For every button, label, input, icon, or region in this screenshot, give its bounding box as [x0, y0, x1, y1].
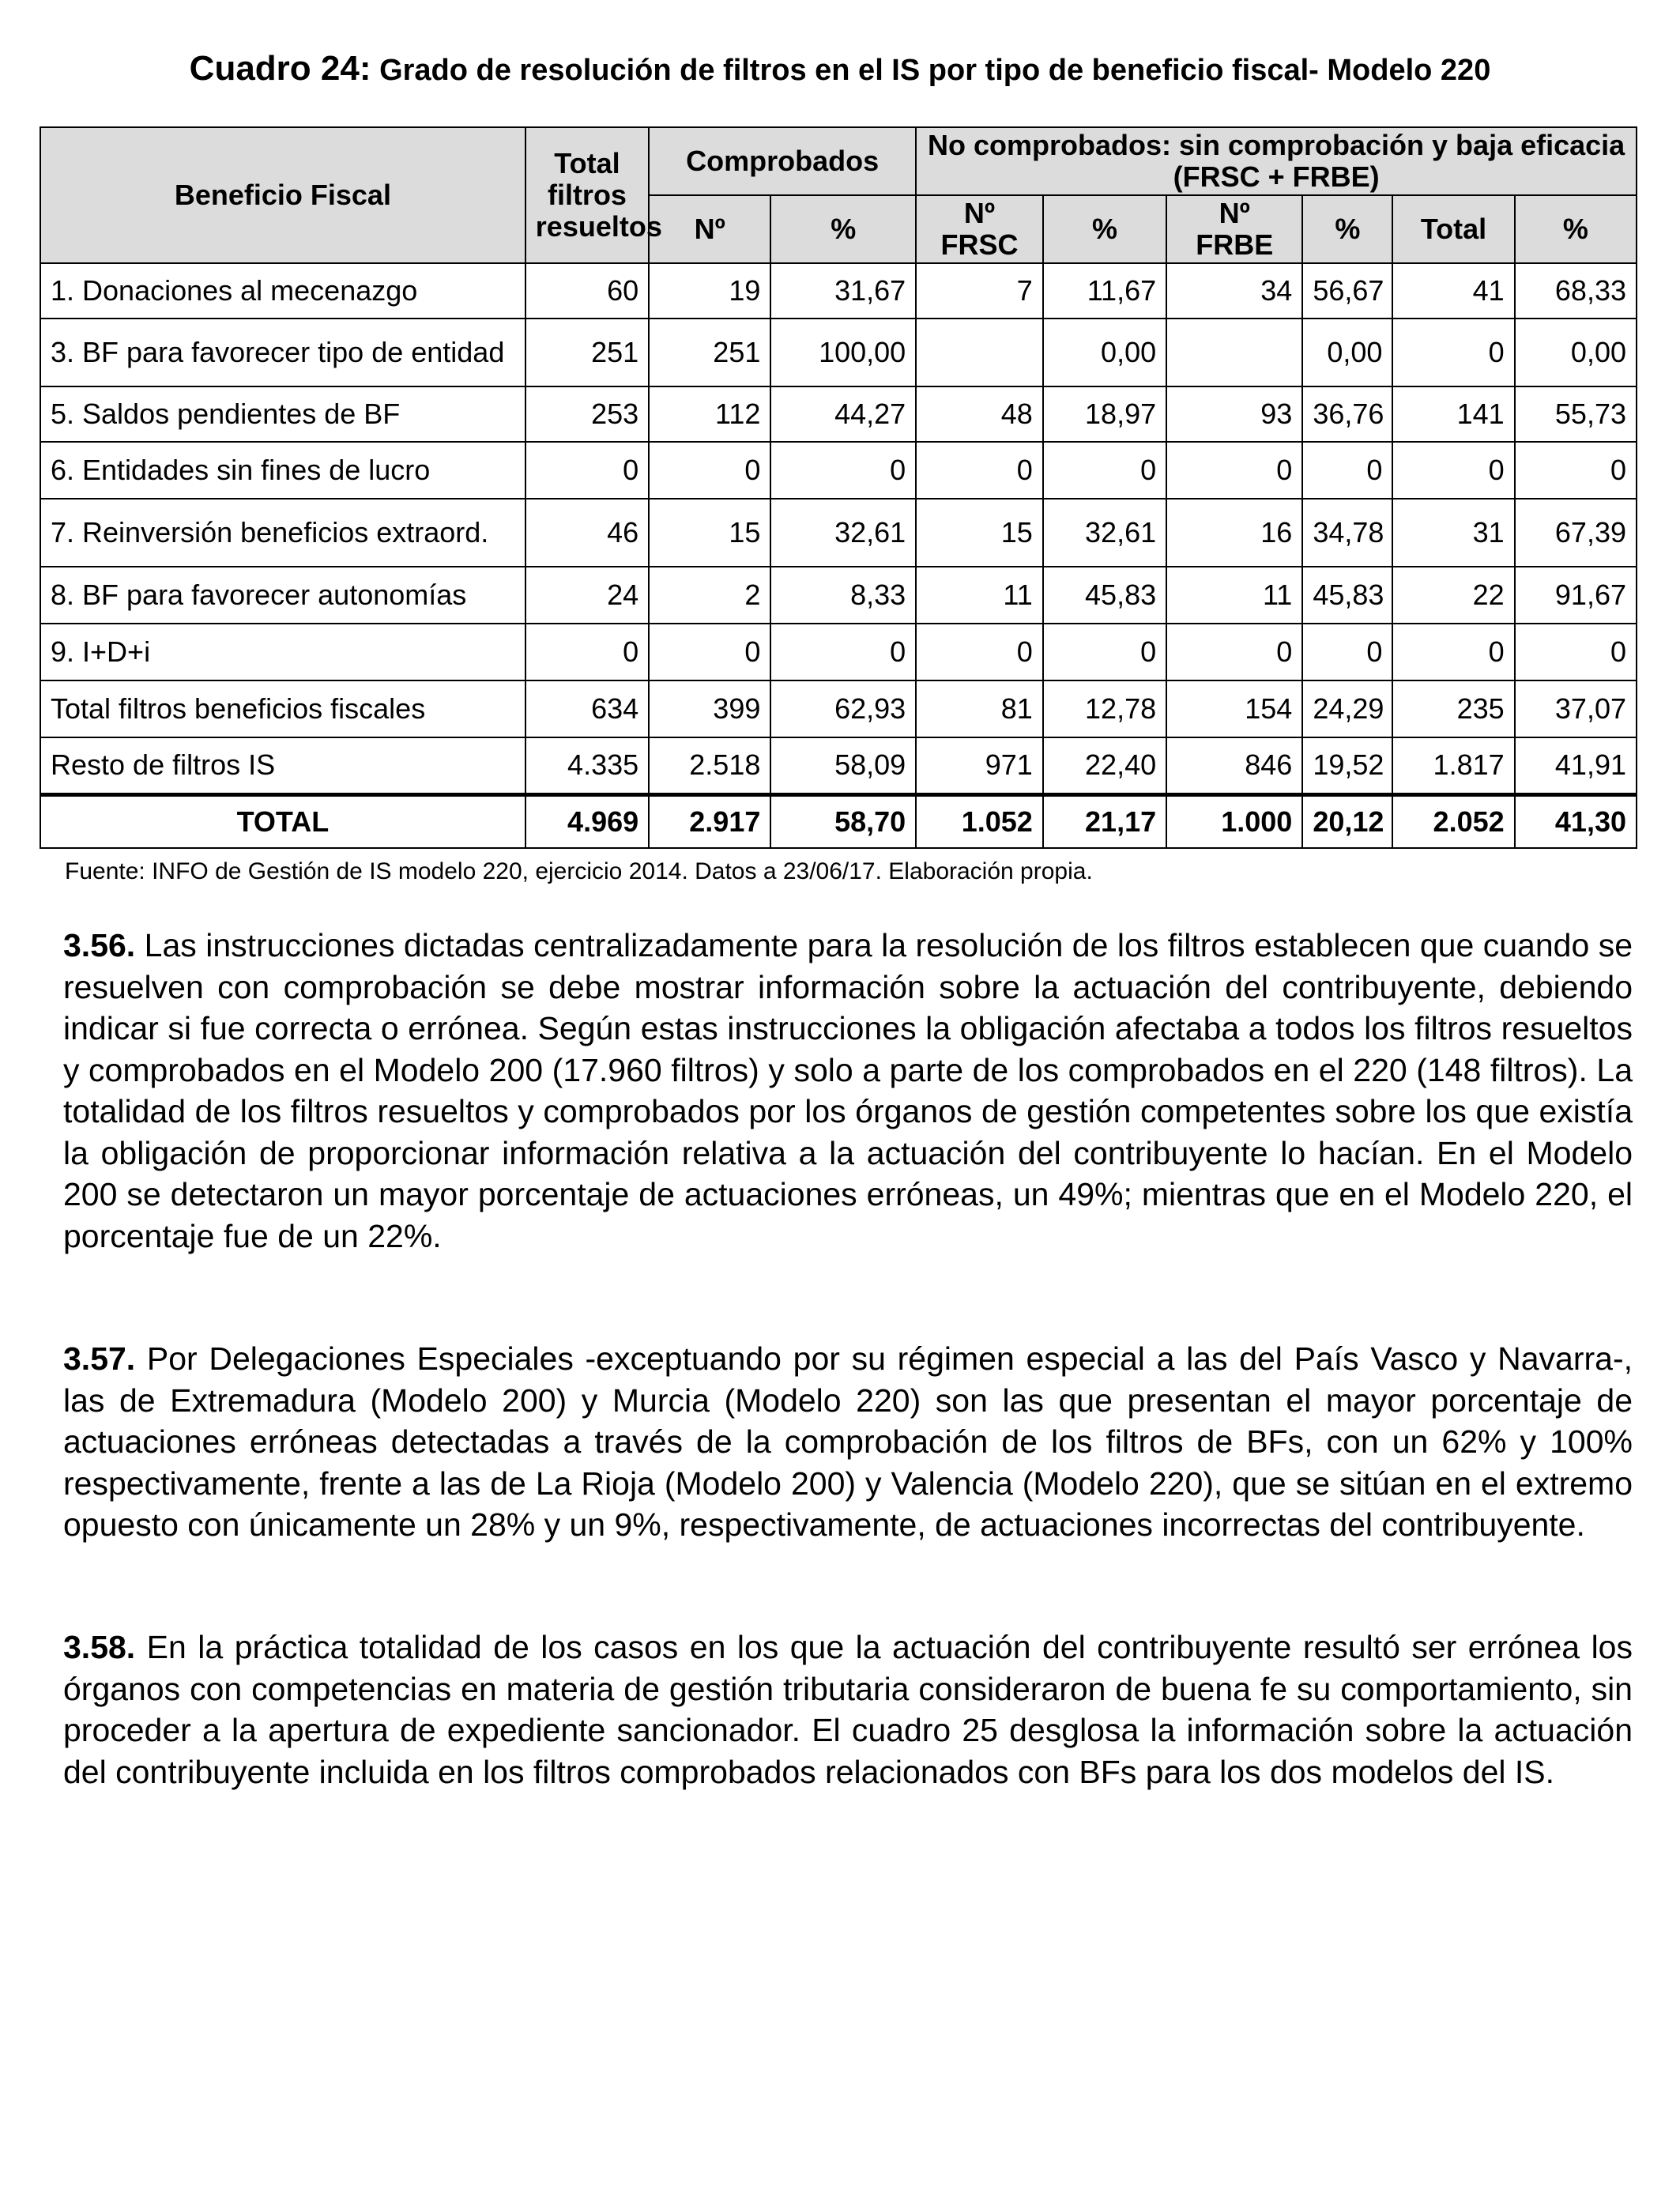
table-cell: 0: [1302, 442, 1392, 499]
row-label: 1. Donaciones al mecenazgo: [40, 263, 525, 319]
table-cell: 81: [916, 680, 1043, 737]
table-cell: 58,09: [770, 737, 916, 794]
table-cell: 100,00: [770, 319, 916, 386]
table-row: [40, 624, 1637, 680]
table-cell: 67,39: [1515, 499, 1637, 567]
header-n-frsc: Nº FRSC: [916, 195, 1043, 263]
table-cell: 1.817: [1392, 737, 1514, 794]
table-cell: 46: [525, 499, 649, 567]
table-cell: 31,67: [770, 263, 916, 319]
caption-number: Cuadro 24:: [189, 49, 371, 88]
table-cell: 19: [649, 263, 770, 319]
table-cell: 2.518: [649, 737, 770, 794]
table-cell: 44,27: [770, 386, 916, 442]
table-cell: 48: [916, 386, 1043, 442]
header-pct: %: [1043, 195, 1166, 263]
table-cell: 0: [649, 624, 770, 680]
table-cell: 0,00: [1515, 319, 1637, 386]
table-cell: 58,70: [770, 794, 916, 848]
table-cell: 45,83: [1302, 567, 1392, 624]
table-cell: 0: [1515, 442, 1637, 499]
table-row: [40, 567, 1637, 624]
table-cell: 2.917: [649, 794, 770, 848]
table-source: Fuente: INFO de Gestión de IS modelo 220, ejercicio 2014. Datos a 23/06/17. Elaboración propia.: [65, 858, 1093, 884]
table-row: [40, 442, 1637, 499]
table-caption: [0, 49, 1680, 89]
table-cell: 1.052: [916, 794, 1043, 848]
table-row: [40, 386, 1637, 442]
table-cell: 41: [1392, 263, 1514, 319]
row-label: 6. Entidades sin fines de lucro: [40, 442, 525, 499]
table-cell: 235: [1392, 680, 1514, 737]
header-pct: %: [770, 195, 916, 263]
table-cell: 251: [525, 319, 649, 386]
table-cell: 24,29: [1302, 680, 1392, 737]
table-cell: 93: [1166, 386, 1302, 442]
header-comprobados: Comprobados: [649, 127, 916, 195]
table-cell: 56,67: [1302, 263, 1392, 319]
table-cell: 37,07: [1515, 680, 1637, 737]
header-pct: %: [1515, 195, 1637, 263]
table-cell: 971: [916, 737, 1043, 794]
table-cell: 19,52: [1302, 737, 1392, 794]
header-n-frbe: Nº FRBE: [1166, 195, 1302, 263]
table-cell: 16: [1166, 499, 1302, 567]
table-cell: 1.000: [1166, 794, 1302, 848]
row-label: Resto de filtros IS: [40, 737, 525, 794]
table-cell: 0: [916, 624, 1043, 680]
header-pct: %: [1302, 195, 1392, 263]
table-cell: 55,73: [1515, 386, 1637, 442]
table-cell: 12,78: [1043, 680, 1166, 737]
table-cell: 399: [649, 680, 770, 737]
table-cell: 20,12: [1302, 794, 1392, 848]
table-cell: 2: [649, 567, 770, 624]
table-cell: 41,91: [1515, 737, 1637, 794]
paragraph-number: 3.58.: [63, 1629, 136, 1665]
table-row: [40, 319, 1637, 386]
header-no-comprobados: No comprobados: sin comprobación y baja eficacia (FRSC + FRBE): [916, 127, 1637, 195]
row-label: 3. BF para favorecer tipo de entidad: [40, 319, 525, 386]
paragraph: [63, 1627, 1633, 1793]
table-cell: 24: [525, 567, 649, 624]
table-cell: [1166, 319, 1302, 386]
table-cell: 32,61: [1043, 499, 1166, 567]
table-cell: 0,00: [1043, 319, 1166, 386]
table-cell: 0: [649, 442, 770, 499]
table-row: [40, 737, 1637, 794]
row-label: Total filtros beneficios fiscales: [40, 680, 525, 737]
row-label: 7. Reinversión beneficios extraord.: [40, 499, 525, 567]
table-cell: 0: [916, 442, 1043, 499]
table-cell: 634: [525, 680, 649, 737]
table-cell: 154: [1166, 680, 1302, 737]
table-cell: 4.969: [525, 794, 649, 848]
table-cell: 0: [1043, 442, 1166, 499]
row-label: 5. Saldos pendientes de BF: [40, 386, 525, 442]
table-cell: 0: [525, 442, 649, 499]
row-label: 9. I+D+i: [40, 624, 525, 680]
table-cell: 112: [649, 386, 770, 442]
table-cell: 91,67: [1515, 567, 1637, 624]
table-cell: 15: [649, 499, 770, 567]
paragraph-number: 3.56.: [63, 927, 136, 963]
table-cell: 0: [1392, 319, 1514, 386]
paragraph: [63, 925, 1633, 1257]
table-cell: 22: [1392, 567, 1514, 624]
paragraph-text: Por Delegaciones Especiales -exceptuando por su régimen especial a las del País Vasco y Navarra-, las de Extremadura (Modelo 200) y Murcia (Modelo 220) son las que presentan el mayor porcentaje de actuaciones erróneas detectadas a través de la comprobación de los filtros de BFs, con un 62% y 100% respectivamente, frente a las de La Rioja (Modelo 200) y Valencia (Modelo 220), que se sitúan en el extremo opuesto con únicamente un 28% y un 9%, respectivamente, de actuaciones incorrectas del contribuyente.: [63, 1340, 1633, 1543]
paragraph-text: En la práctica totalidad de los casos en los que la actuación del contribuyente resultó ser errónea los órganos con competencias en materia de gestión tributaria consideraron de buena fe su comportamiento, sin proceder a la apertura de expediente sancionador. El cuadro 25 desglosa la información sobre la actuación del contribuyente incluida en los filtros comprobados relacionados con BFs para los dos modelos del IS.: [63, 1629, 1633, 1790]
table-cell: 31: [1392, 499, 1514, 567]
table-cell: 18,97: [1043, 386, 1166, 442]
table-row: [40, 499, 1637, 567]
table-cell: 0: [1166, 442, 1302, 499]
table-cell: 15: [916, 499, 1043, 567]
table-cell: 253: [525, 386, 649, 442]
table-cell: 0: [1043, 624, 1166, 680]
table-cell: 0: [525, 624, 649, 680]
table-cell: 7: [916, 263, 1043, 319]
table-cell: 22,40: [1043, 737, 1166, 794]
table-row: [40, 263, 1637, 319]
table-cell: 0: [1392, 442, 1514, 499]
table-cell: 846: [1166, 737, 1302, 794]
table-cell: 0: [770, 624, 916, 680]
header-beneficio: Beneficio Fiscal: [40, 127, 525, 263]
table-total-row: [40, 794, 1637, 848]
table-cell: 21,17: [1043, 794, 1166, 848]
table-cell: 2.052: [1392, 794, 1514, 848]
table-cell: 4.335: [525, 737, 649, 794]
table-cell: 11: [916, 567, 1043, 624]
header-total: Total filtros resueltos: [525, 127, 649, 263]
table-cell: 0,00: [1302, 319, 1392, 386]
table-cell: 45,83: [1043, 567, 1166, 624]
table-cell: 0: [1392, 624, 1514, 680]
paragraph-number: 3.57.: [63, 1340, 136, 1377]
header-n: Nº: [649, 195, 770, 263]
table-cell: 62,93: [770, 680, 916, 737]
table-cell: 0: [1302, 624, 1392, 680]
table-cell: 32,61: [770, 499, 916, 567]
table-cell: 0: [1166, 624, 1302, 680]
table-cell: 60: [525, 263, 649, 319]
paragraph: [63, 1338, 1633, 1546]
table-cell: 0: [770, 442, 916, 499]
table-cell: 34,78: [1302, 499, 1392, 567]
row-label: TOTAL: [40, 794, 525, 848]
data-table: [40, 126, 1637, 849]
caption-title: Grado de resolución de filtros en el IS por tipo de beneficio fiscal- Modelo 220: [379, 54, 1491, 87]
table-cell: [916, 319, 1043, 386]
paragraph-text: Las instrucciones dictadas centralizadamente para la resolución de los filtros establecen que cuando se resuelven con comprobación se debe mostrar información sobre la actuación del contribuyente, debiendo indicar si fue correcta o errónea. Según estas instrucciones la obligación afectaba a todos los filtros resueltos y comprobados en el Modelo 200 (17.960 filtros) y solo a parte de los comprobados en el 220 (148 filtros). La totalidad de los filtros resueltos y comprobados por los órganos de gestión competentes sobre los que existía la obligación de proporcionar información relativa a la actuación del contribuyente lo hacían. En el Modelo 200 se detectaron un mayor porcentaje de actuaciones erróneas, un 49%; mientras que en el Modelo 220, el porcentaje fue de un 22%.: [63, 927, 1633, 1254]
table-cell: 11: [1166, 567, 1302, 624]
table-cell: 8,33: [770, 567, 916, 624]
header-total-sub: Total: [1392, 195, 1514, 263]
table-cell: 11,67: [1043, 263, 1166, 319]
table-cell: 251: [649, 319, 770, 386]
table-cell: 141: [1392, 386, 1514, 442]
table-cell: 36,76: [1302, 386, 1392, 442]
table-cell: 0: [1515, 624, 1637, 680]
table-row: [40, 680, 1637, 737]
table-cell: 68,33: [1515, 263, 1637, 319]
row-label: 8. BF para favorecer autonomías: [40, 567, 525, 624]
table-cell: 34: [1166, 263, 1302, 319]
table-cell: 41,30: [1515, 794, 1637, 848]
